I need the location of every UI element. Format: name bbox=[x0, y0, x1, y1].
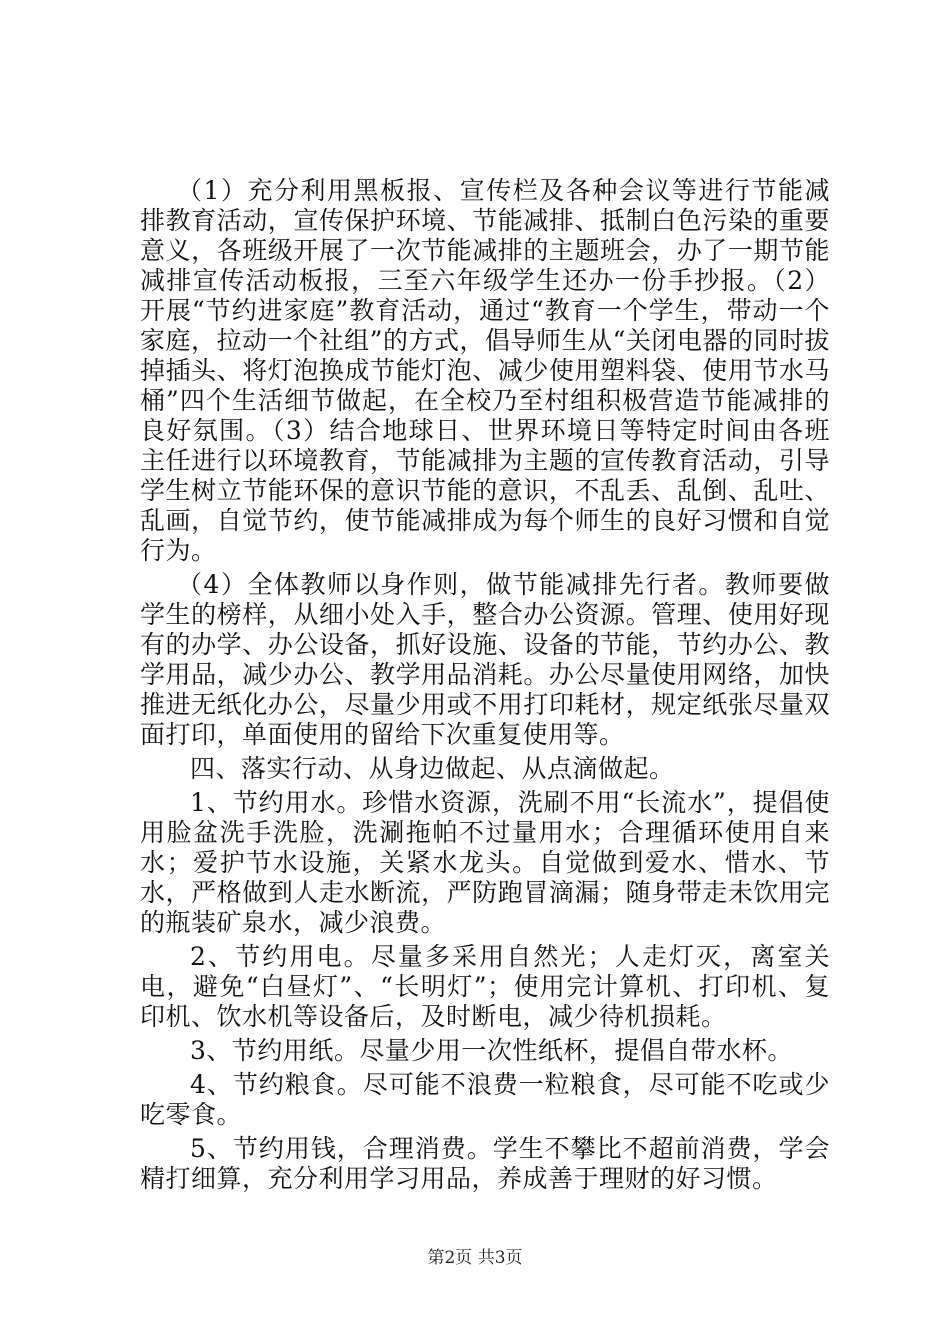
paragraph-4: 1、节约用水。珍惜水资源，洗刷不用“长流水”，提倡使用脸盆洗手洗脸，洗涮拖帕不过量用水；合理循环使用自来水；爱护节水设施，关紧水龙头。自觉做到爱水、惜水、节水，严格做到人走水断流，严防跑冒滴漏；随身带走未饮用完的瓶装矿泉水，减少浪费。 bbox=[140, 788, 830, 937]
paragraph-7: 4、节约粮食。尽可能不浪费一粒粮食，尽可能不吃或少吃零食。 bbox=[140, 1070, 830, 1129]
paragraph-8: 5、节约用钱，合理消费。学生不攀比不超前消费，学会精打细算，充分利用学习用品，养成善于理财的好习惯。 bbox=[140, 1134, 830, 1193]
paragraph-1: （1）充分利用黑板报、宣传栏及各种会议等进行节能减排教育活动，宣传保护环境、节能减排、抵制白色污染的重要意义，各班级开展了一次节能减排的主题班会，办了一期节能减排宣传活动板报，三至六年级学生还办一份手抄报。（2）开展“节约进家庭”教育活动，通过“教育一个学生，带动一个家庭，拉动一个社组”的方式，倡导师生从“关闭电器的同时拔掉插头、将灯泡换成节能灯泡、减少使用塑料袋、使用节水马桶”四个生活细节做起，在全校乃至村组积极营造节能减排的良好氛围。（3）结合地球日、世界环境日等特定时间由各班主任进行以环境教育，节能减排为主题的宣传教育活动，引导学生树立节能环保的意识节能的意识，不乱丢、乱倒、乱吐、乱画，自觉节约，使节能减排成为每个师生的良好习惯和自觉行为。 bbox=[140, 176, 830, 565]
page-footer: 第2页 共3页 bbox=[427, 1248, 523, 1268]
document-body bbox=[140, 176, 830, 1194]
paragraph-6: 3、节约用纸。尽量少用一次性纸杯，提倡自带水杯。 bbox=[190, 1036, 793, 1065]
paragraph-5: 2、节约用电。尽量多采用自然光；人走灯灭，离室关电，避免“白昼灯”、“长明灯”；使用完计算机、打印机、复印机、饮水机等设备后，及时断电，减少待机损耗。 bbox=[140, 942, 830, 1031]
paragraph-3: 四、落实行动、从身边做起、从点滴做起。 bbox=[190, 754, 675, 783]
paragraph-2: （4）全体教师以身作则，做节能减排先行者。教师要做学生的榜样，从细小处入手，整合办公资源。管理、使用好现有的办学、办公设备，抓好设施、设备的节能，节约办公、教学用品，减少办公、教学用品消耗。办公尽量使用网络，加快推进无纸化办公，尽量少用或不用打印耗材，规定纸张尽量双面打印，单面使用的留给下次重复使用等。 bbox=[140, 570, 830, 749]
